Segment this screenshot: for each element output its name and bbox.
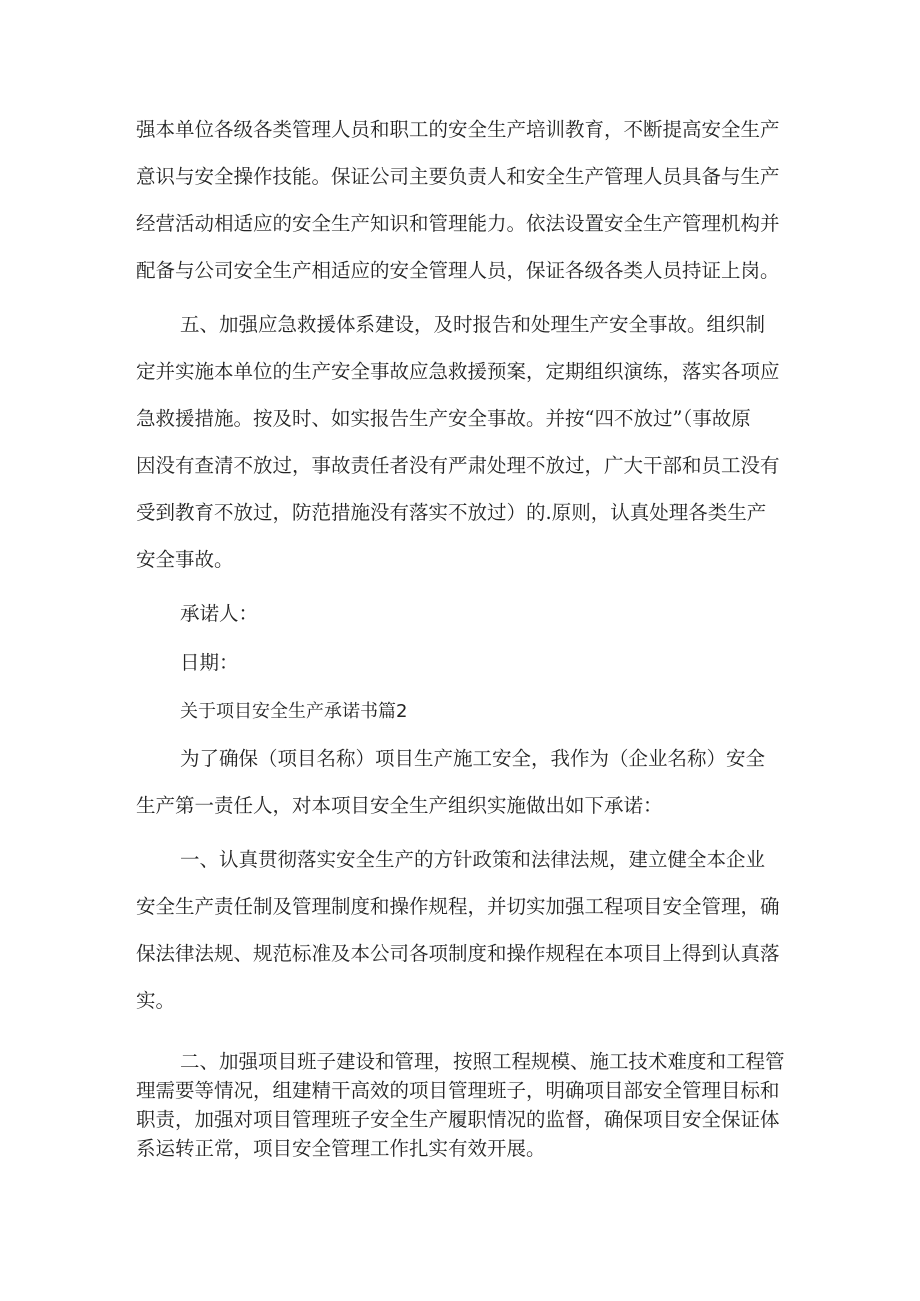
date-label: 日期： — [180, 651, 239, 674]
text-line: 意识与安全操作技能。保证公司主要负责人和安全生产管理人员具备与生产 — [136, 165, 780, 188]
text-line: 五、加强应急救援体系建设，及时报告和处理生产安全事故。组织制 — [180, 313, 766, 336]
text-line: 因没有查清不放过，事故责任者没有严肃处理不放过，广大干部和员工没有 — [136, 454, 780, 477]
text-line: 安全事故。 — [136, 548, 234, 571]
text-line: 保法律法规、规范标准及本公司各项制度和操作规程在本项目上得到认真落 — [136, 942, 780, 965]
text-line: 定并实施本单位的生产安全事故应急救援预案，定期组织演练，落实各项应 — [136, 360, 780, 383]
text-line: 理需要等情况，组建精干高效的项目管理班子，明确项目部安全管理目标和 — [136, 1079, 780, 1102]
text-line: 安全生产责任制及管理制度和操作规程，并切实加强工程项目安全管理，确 — [136, 895, 780, 918]
text-line: 生产第一责任人，对本项目安全生产组织实施做出如下承诺： — [136, 794, 663, 817]
text-line: 二、加强项目班子建设和管理，按照工程规模、施工技术难度和工程管 — [180, 1050, 785, 1073]
text-line: 受到教育不放过，防范措施没有落实不放过）的.原则，认真处理各类生产 — [136, 501, 767, 524]
text-line: 经营活动相适应的安全生产知识和管理能力。依法设置安全生产管理机构并 — [136, 212, 780, 235]
text-line: 急救援措施。按及时、如实报告生产安全事故。并按“四不放过”（事故原 — [136, 407, 751, 430]
text-line: 职责，加强对项目管理班子安全生产履职情况的监督，确保项目安全保证体 — [136, 1108, 780, 1131]
text-line: 系运转正常，项目安全管理工作扎实有效开展。 — [136, 1137, 546, 1160]
text-line: 实。 — [136, 989, 176, 1012]
section-title: 关于项目安全生产承诺书篇2 — [180, 701, 408, 722]
text-line: 配备与公司安全生产相适应的安全管理人员，保证各级各类人员持证上岗。 — [136, 259, 780, 282]
text-line: 强本单位各级各类管理人员和职工的安全生产培训教育，不断提高安全生产 — [136, 118, 780, 141]
text-line: 为了确保（项目名称）项目生产施工安全，我作为（企业名称）安全 — [180, 747, 766, 770]
text-line: 一、认真贯彻落实安全生产的方针政策和法律法规，建立健全本企业 — [180, 848, 766, 871]
signatory-label: 承诺人： — [180, 602, 259, 625]
